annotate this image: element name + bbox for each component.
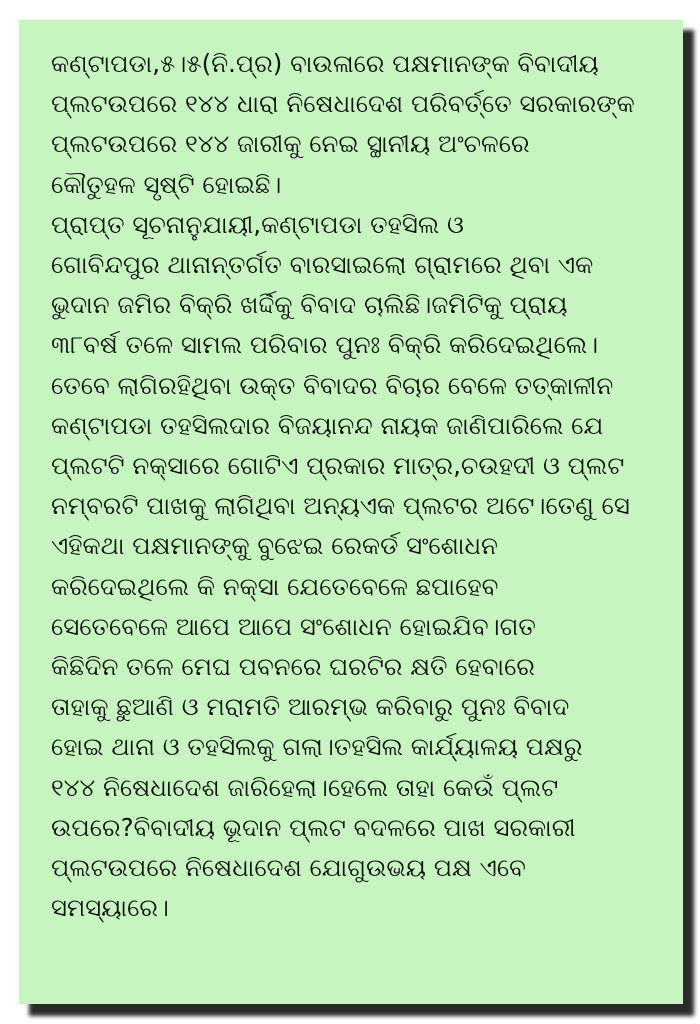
article-paragraph-2: ପ୍ରାପ୍ତ ସୂଚନାନୁଯାୟୀ,କଣ୍ଟାପଡା ତହସିଲ ଓ ଗୋବିନ୍ଦପୁର ଥାନାନ୍ତର୍ଗତ ବାରସାଇଲୋ ଗ୍ରାମରେ ଥିବା ଏକ ଭୁଦାନ ଜମିର ବିକ୍ରି ଖର୍ଦ୍ଦିକୁ ବିବାଦ ଚାଲିଛି।ଜମିଟିକୁ ପ୍ରାୟ ୩୮ବର୍ଷ ତଳେ ସାମଲ ପରିବାର ପୁନଃ ବିକ୍ରି କରିଦେଇଥିଲେ। ତେବେ ଲାଗିରହିଥିବା ଉକ୍ତ ବିବାଦର ବିଚାର ବେଳେ ତତ୍କାଳୀନ କଣ୍ଟାପଡା ତହସିଲଦାର ବିଜୟାନନ୍ଦ ନାୟକ ଜାଣିପାରିଲେ ଯେ ପ୍ଲଟଟି ନକ୍ସାରେ ଗୋଟିଏ ପ୍ରକାର ମାତ୍ର,ଚଉହଦୀ ଓ ପ୍ଲଟ ନମ୍ବରଟି ପାଖକୁ ଲାଗିଥିବା ଅନ୍ୟଏକ ପ୍ଲଟର ଅଟେ।ତେଣୁ ସେ ଏହିକଥା ପକ୍ଷମାନଙ୍କୁ ବୁଝେଇ ରେକର୍ଡ ସଂଶୋଧନ କରିଦେଇଥିଲେ କି ନକ୍ସା ଯେତେବେଳେ ଛପାହେବ ସେତେବେଳେ ଆପେ ଆପେ ସଂଶୋଧନ ହୋଇଯିବ।ଗତ କିଛିଦିନ ତଳେ ମେଘ ପବନରେ ଘରଟିର କ୍ଷତି ହେବାରେ ତାହାକୁ ଛୁଆଣି ଓ ମରାମତି ଆରମ୍ଭ କରିବାରୁ ପୁନଃ ବିବାଦ ହୋଇ ଥାନା ଓ ତହସିଲକୁ ଗଲା।ତହସିଲ କାର୍ଯ୍ୟାଳୟ ପକ୍ଷରୁ ୧୪୪ ନିଷେଧାଦେଶ ଜାରିହେଲା।ହେଲେ ତାହା କେଉଁ ପ୍ଲଟ ଉପରେ?ବିବାଦୀୟ ଭୂଦାନ ପ୍ଲଟ ବଦଳରେ ପାଖ ସରକାରୀ ପ୍ଲଟଉପରେ ନିଷେଧାଦେଶ ଯୋଗୁଉଭୟ ପକ୍ଷ ଏବେ ସମସ୍ୟାରେ।: [51, 209, 630, 923]
news-card: [19, 20, 683, 1004]
article-paragraph-1: କଣ୍ଟାପଡା,୫।୫(ନି.ପ୍ର) ବାଉଳାରେ ପକ୍ଷମାନଙ୍କ ବିବାଦୀୟ ପ୍ଲଟଉପରେ ୧୪୪ ଧାରା ନିଷେଧାଦେଶ ପରିବର୍ତ୍ତେ ସରକାରଙ୍କ ପ୍ଲଟଉପରେ ୧୪୪ ଜାରୀକୁ ନେଇ ସ୍ଥାନୀୟ ଅଂଚଳରେ କୌତୁହଳ ସୃଷ୍ଟି ହୋଇଛି।: [51, 49, 635, 199]
